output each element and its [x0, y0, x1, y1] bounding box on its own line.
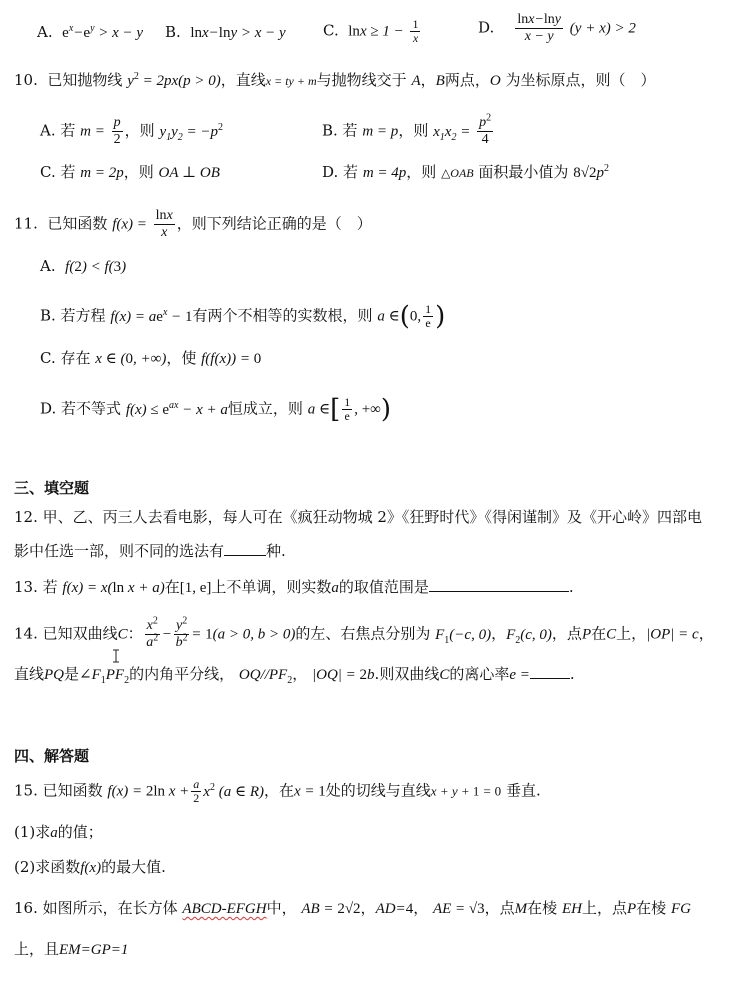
q13-answer-blank [429, 577, 569, 592]
q15-part-1: (1)求a的值； [14, 823, 103, 841]
q12-line-1: 12. 甲、乙、丙三人去看电影，每人可在《疯狂动物城 2》《狂野时代》《得闲谨制》及《开心岭》四部电 [14, 508, 702, 526]
q11-option-a: A. f(2) < f(3) [40, 257, 127, 275]
q12-line-2: 影中任选一部，则不同的选法有 种. [14, 542, 286, 560]
q10-option-b: B. 若 m = p，则 $x_1x_2$ = $\frac{p^2}{4}$ [322, 112, 492, 147]
q9-option-a: A. $e^x-e^y > x - y$ [37, 23, 144, 41]
q9-option-b: B. lnx−lny > x − y [165, 23, 286, 41]
text-cursor-icon [112, 649, 120, 663]
q16-line-1: 16. 如图所示，在长方体 ABCD-EFGH中， AB = 2√2，AD=4， AE = √3，点M在棱 EH上，点P在棱 FG [14, 899, 691, 917]
q10-option-a: A. 若 m = $\frac{p}{2}$ ，则 $y_1y_2 = -p^2$ [40, 115, 224, 147]
q13-line: 13. 若 f(x) = x(ln x + a)在[1, e]上不单调，则实数a的取值范围是 . [14, 578, 574, 596]
section-answer-heading: 四、解答题 [14, 747, 90, 765]
q10-option-d: D. 若 m = 4p，则 △OAB 面积最小值为 $8√2p^2$ [322, 163, 609, 181]
q10-stem: 10. 已知抛物线 $y^2 = 2px(p > 0)$，直线x = ty + m与抛物线交于 A，B两点，O 为坐标原点，则（ ） [14, 71, 656, 89]
q11-option-c: C. 存在 x ∈ (0, +∞)，使 f(f(x)) = 0 [40, 349, 262, 367]
q15-stem: 15. 已知函数 f(x) = 2ln x + $\frac{a}{2}$ $x^2$ (a ∈ R)，在x = 1处的切线与直线x + y + 1 = 0 垂直. [14, 777, 541, 805]
q9-option-c: C. lnx ≥ 1 − $\frac{1}{x}$ [323, 17, 419, 45]
q11-option-d: D. 若不等式 $f(x) \le e^{ax} - x + a$恒成立，则 a ∈[ $\frac{1}{e}$ , +∞) [40, 394, 392, 425]
q11-stem: 11. 已知函数 f(x) = $\frac{\ln x}{x}$ ，则下列结论正确的是（ ） [14, 208, 372, 240]
section-fill-in-heading: 三、填空题 [14, 479, 90, 497]
q12-answer-blank [224, 541, 266, 556]
q11-option-b: B. 若方程 $f(x) = ae^x - 1$有两个不相等的实数根，则 a ∈(0, $\frac{1}{e}$ ) [40, 301, 446, 332]
q16-line-2: 上，且EM=GP=1 [14, 940, 129, 958]
q14-line-1: 14. 已知双曲线C： $\frac{x^2}{a^2}$ − $\frac{y^2}{b^2}$ = 1(a > 0, b > 0)的左、右焦点分别为 $F_1(-c$, 0)，$F_2(c$, 0)，点P在C上，|OP| = c， [14, 615, 714, 650]
q10-option-c: C. 若 m = 2p，则 OA ⊥ OB [40, 163, 220, 181]
q9-option-d: D. $\frac{\ln x-\ln y}{x - y}$ (y + x) > 2 [478, 12, 636, 44]
q14-line-2: 直线PQ是$\angle F_1PF_2$的内角平分线， $OQ//PF_2$， |OQ| = 2b.则双曲线C的离心率e = . [14, 665, 575, 686]
q15-part-2: (2)求函数f(x)的最大值. [14, 858, 166, 876]
q14-answer-blank [530, 664, 570, 679]
